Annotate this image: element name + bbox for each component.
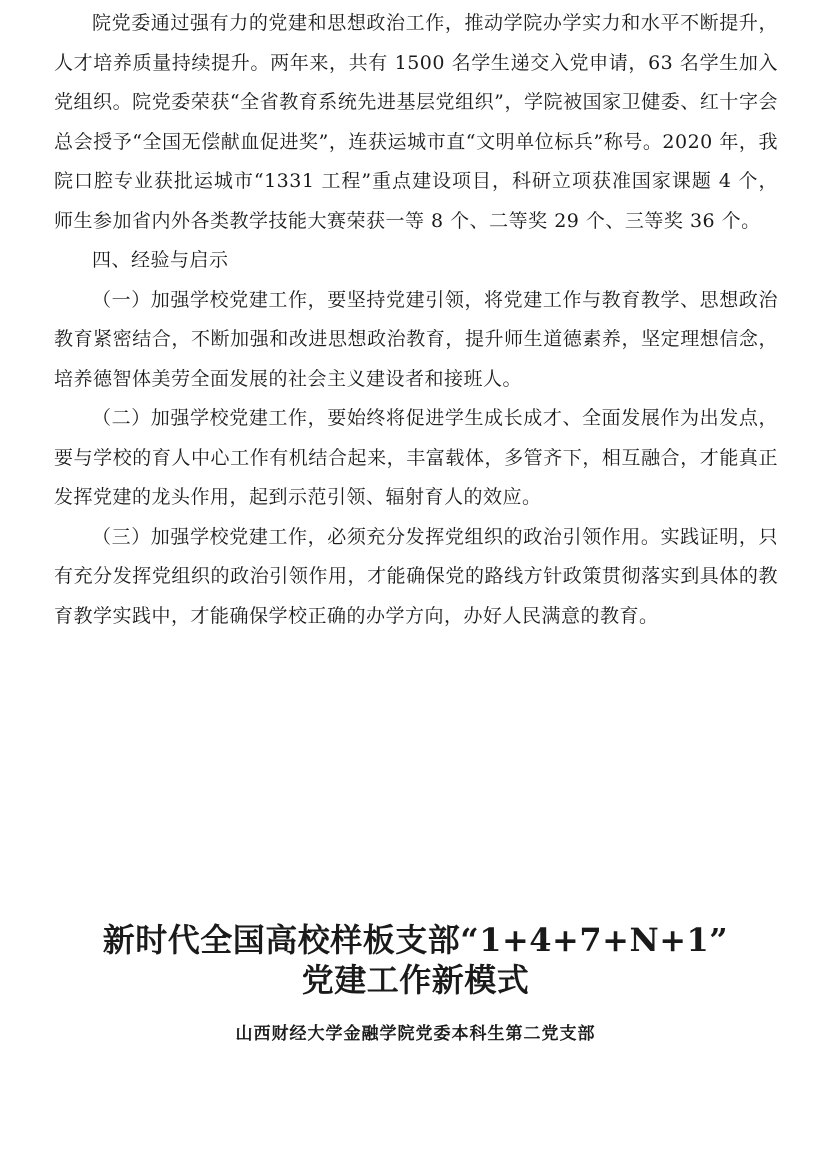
experience-point-1: （一）加强学校党建工作，要坚持党建引领，将党建工作与教育教学、思想政治教育紧密结合，不断加强和改进思想政治教育，提升师生道德素养，坚定理想信念，培养德智体美劳全面发展的社会主义建设者和接班人。 xyxy=(54,288,778,390)
achievement-paragraph: 院党委通过强有力的党建和思想政治工作，推动学院办学实力和水平不断提升，人才培养质量持续提升。两年来，共有 1500 名学生递交入党申请，63 名学生加入党组织。院党委荣获“全省教育系统先进基层党组织”，学院被国家卫健委、红十字会总会授予“全国无偿献血促进奖”，连获运城市直“文明单位标兵”称号。2020 年，我院口腔专业获批运城市“1331 工程”重点建设项目，科研立项获准国家课题 4 个，师生参加省内外各类教学技能大赛荣获一等 8 个、二等奖 29 个、三等奖 36 个。 xyxy=(54,12,778,232)
next-article-title-line-2: 党建工作新模式 xyxy=(301,961,530,999)
section-heading: 四、经验与启示 xyxy=(92,249,229,271)
next-article-header xyxy=(0,920,831,1046)
experience-point-2: （二）加强学校党建工作，要始终将促进学生成长成才、全面发展作为出发点，要与学校的育人中心工作有机结合起来，丰富载体，多管齐下，相互融合，才能真正发挥党建的龙头作用，起到示范引领、辐射育人的效应。 xyxy=(54,407,778,508)
experience-point-3: （三）加强学校党建工作，必须充分发挥党组织的政治引领作用。实践证明，只有充分发挥党组织的政治引领作用，才能确保党的路线方针政策贯彻落实到具体的教育教学实践中，才能确保学校正确的办学方向，办好人民满意的教育。 xyxy=(54,525,778,627)
next-article-title-line-1: 新时代全国高校样板支部“1+4+7+N+1” xyxy=(102,921,729,959)
article-body xyxy=(54,4,778,636)
next-article-author: 山西财经大学金融学院党委本科生第二党支部 xyxy=(235,1024,596,1044)
